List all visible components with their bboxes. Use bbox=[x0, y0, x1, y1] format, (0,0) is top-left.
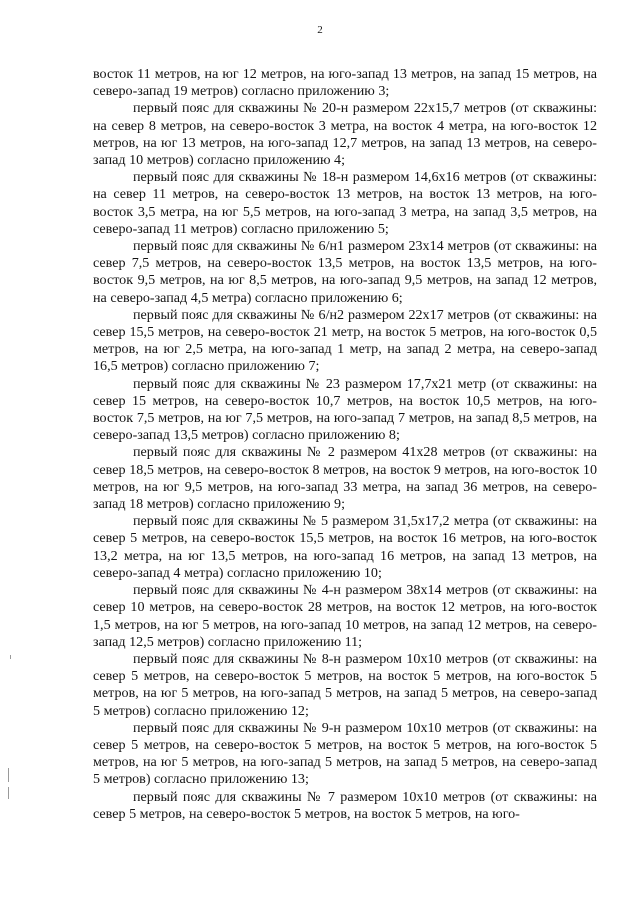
paragraph-5: первый пояс для скважины № 6/н2 размером 22х17 метров (от скважины: на север 15,5 метров, на северо-восток 21 метр, на восток 5 метров, на юго-восток 0,5 метров, на юг 2,5 метра, на юго-запад 1 метр, на запад 2 метра, на северо-запад 16,5 метров) согласно приложению 7; bbox=[93, 306, 597, 375]
document-body bbox=[93, 66, 597, 823]
page-number: 2 bbox=[317, 24, 323, 36]
paragraph-11: первый пояс для скважины № 9-н размером 10х10 метров (от скважины: на север 5 метров, на северо-восток 5 метров, на восток 5 метров, на юго-восток 5 метров, на юг 5 метров, на юго-запад 5 метров, на запад 5 метров, на северо-запад 5 метров) согласно приложению 13; bbox=[93, 719, 597, 788]
paragraph-6: первый пояс для скважины № 23 размером 17,7х21 метр (от скважины: на север 15 метров, на северо-восток 10,7 метров, на восток 10,5 метров, на юго-восток 7,5 метров, на юг 7,5 метров, на юго-запад 7 метров, на запад 8,5 метров, на северо-запад 13,5 метров) согласно приложению 8; bbox=[93, 375, 597, 444]
scan-artifact-mark bbox=[8, 768, 9, 782]
paragraph-9: первый пояс для скважины № 4-н размером 38х14 метров (от скважины: на север 10 метров, на северо-восток 28 метров, на восток 12 метров, на юго-восток 1,5 метров, на юг 5 метров, на юго-запад 10 метров, на запад 12 метров, на северо-запад 12,5 метров) согласно приложению 11; bbox=[93, 582, 597, 650]
paragraph-2: первый пояс для скважины № 20-н размером 22х15,7 метров (от скважины: на север 8 метров, на северо-восток 3 метра, на восток 4 метра, на юго-восток 12 метров, на юг 13 метров, на юго-запад 12,7 метров, на запад 13 метров, на северо-запад 10 метров) согласно приложению 4; bbox=[93, 100, 597, 169]
paragraph-7: первый пояс для скважины № 2 размером 41х28 метров (от скважины: на север 18,5 метров, на северо-восток 8 метров, на восток 9 метров, на юго-восток 10 метров, на юг 9,5 метров, на юго-запад 33 метра, на запад 36 метров, на северо-запад 18 метров) согласно приложению 9; bbox=[93, 444, 597, 513]
scan-artifact-mark bbox=[10, 655, 11, 659]
scan-artifact-mark bbox=[8, 787, 9, 799]
paragraph-10: первый пояс для скважины № 8-н размером 10х10 метров (от скважины: на север 5 метров, на северо-восток 5 метров, на восток 5 метров, на юго-восток 5 метров, на юг 5 метров, на юго-запад 5 метров, на запад 5 метров, на северо-запад 5 метров) согласно приложению 12; bbox=[93, 650, 597, 719]
paragraph-4: первый пояс для скважины № 6/н1 размером 23х14 метров (от скважины: на север 7,5 метров, на северо-восток 13,5 метров, на восток 13,5 метров, на юго-восток 9,5 метров, на юг 8,5 метров, на юго-запад 9,5 метров, на запад 12 метров, на северо-запад 4,5 метра) согласно приложению 6; bbox=[93, 238, 597, 306]
paragraph-3: первый пояс для скважины № 18-н размером 14,6х16 метров (от скважины: на север 11 метров, на северо-восток 13 метров, на восток 13 метров, на юго-восток 3,5 метра, на юг 5,5 метров, на юго-запад 3 метра, на запад 3,5 метров, на северо-запад 11 метров) согласно приложению 5; bbox=[93, 169, 597, 237]
paragraph-12: первый пояс для скважины № 7 размером 10х10 метров (от скважины: на север 5 метров, на северо-восток 5 метров, на восток 5 метров, на юго- bbox=[93, 788, 597, 822]
paragraph-1: восток 11 метров, на юг 12 метров, на юго-запад 13 метров, на запад 15 метров, на северо-запад 19 метров) согласно приложению 3; bbox=[93, 66, 597, 100]
paragraph-8: первый пояс для скважины № 5 размером 31,5х17,2 метра (от скважины: на север 5 метров, на северо-восток 15,5 метров, на восток 16 метров, на юго-восток 13,2 метра, на юг 13,5 метров, на юго-запад 16 метров, на запад 13 метров, на северо-запад 4 метра) согласно приложению 10; bbox=[93, 513, 597, 581]
